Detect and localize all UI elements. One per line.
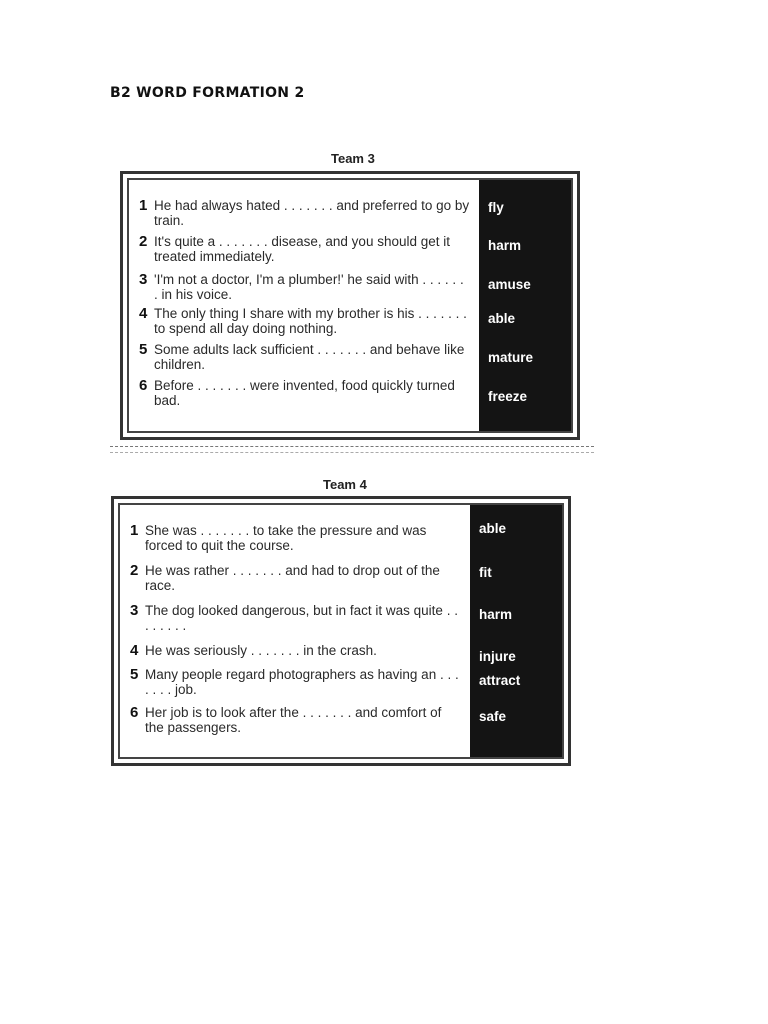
answer-word: able <box>488 311 516 326</box>
answer-word: harm <box>488 238 522 253</box>
question-text: It's quite a . . . . . . . disease, and you should get it treated immediately. <box>154 234 450 264</box>
question-number: 5 <box>130 666 139 683</box>
question-number: 1 <box>139 197 148 214</box>
question-text: Many people regard photographers as having an . . . . . . . job. <box>145 667 459 697</box>
answer-word: amuse <box>488 277 531 292</box>
question-item <box>139 378 471 414</box>
question-number: 1 <box>130 522 139 539</box>
question-number: 4 <box>130 642 139 659</box>
question-item <box>139 198 471 234</box>
question-text: He was rather . . . . . . . and had to drop out of the race. <box>145 563 440 593</box>
question-number: 2 <box>130 562 139 579</box>
question-number: 6 <box>130 704 139 721</box>
question-item <box>130 523 462 563</box>
question-number: 5 <box>139 341 148 358</box>
cut-line <box>110 452 594 453</box>
answer-word: injure <box>479 649 516 664</box>
question-item <box>130 667 462 705</box>
question-text: He was seriously . . . . . . . in the crash. <box>145 643 377 658</box>
answer-word: fit <box>479 565 492 580</box>
question-text: Some adults lack sufficient . . . . . . . and behave like children. <box>154 342 465 372</box>
question-text: 'I'm not a doctor, I'm a plumber!' he said with . . . . . . . in his voice. <box>154 272 464 302</box>
team-3-card <box>120 171 580 440</box>
question-text: Before . . . . . . . were invented, food quickly turned bad. <box>154 378 455 408</box>
question-number: 6 <box>139 377 148 394</box>
question-text: Her job is to look after the . . . . . . . and comfort of the passengers. <box>145 705 442 735</box>
team-4-answer-column <box>470 505 562 757</box>
team-3-card-inner <box>127 178 573 433</box>
answer-word: freeze <box>488 389 528 404</box>
question-number: 3 <box>130 602 139 619</box>
question-text: The dog looked dangerous, but in fact it was quite . . . . . . . . <box>145 603 458 633</box>
question-item <box>139 342 471 378</box>
answer-word: able <box>479 521 507 536</box>
team-3-label: Team 3 <box>331 151 375 166</box>
answer-word: safe <box>479 709 507 724</box>
answer-word: attract <box>479 673 521 688</box>
page-title: B2 WORD FORMATION 2 <box>110 85 305 101</box>
team-3-answer-column <box>479 180 571 431</box>
answer-word: mature <box>488 350 534 365</box>
team-4-label: Team 4 <box>323 477 367 492</box>
question-item <box>130 563 462 603</box>
question-number: 2 <box>139 233 148 250</box>
team-4-questions <box>120 505 470 757</box>
question-text: He had always hated . . . . . . . and preferred to go by train. <box>154 198 470 228</box>
team-4-card-inner <box>118 503 564 759</box>
cut-line <box>110 446 594 447</box>
question-item <box>130 705 462 743</box>
question-text: The only thing I share with my brother is his . . . . . . . to spend all day doing nothing. <box>154 306 467 336</box>
question-item <box>139 272 471 306</box>
question-number: 3 <box>139 271 148 288</box>
question-text: She was . . . . . . . to take the pressure and was forced to quit the course. <box>145 523 427 553</box>
question-item <box>130 643 462 667</box>
answer-word: fly <box>488 200 504 215</box>
answer-word: harm <box>479 607 513 622</box>
team-3-questions <box>129 180 479 431</box>
team-4-card <box>111 496 571 766</box>
question-item <box>139 234 471 272</box>
question-number: 4 <box>139 305 148 322</box>
question-item <box>130 603 462 643</box>
question-item <box>139 306 471 342</box>
